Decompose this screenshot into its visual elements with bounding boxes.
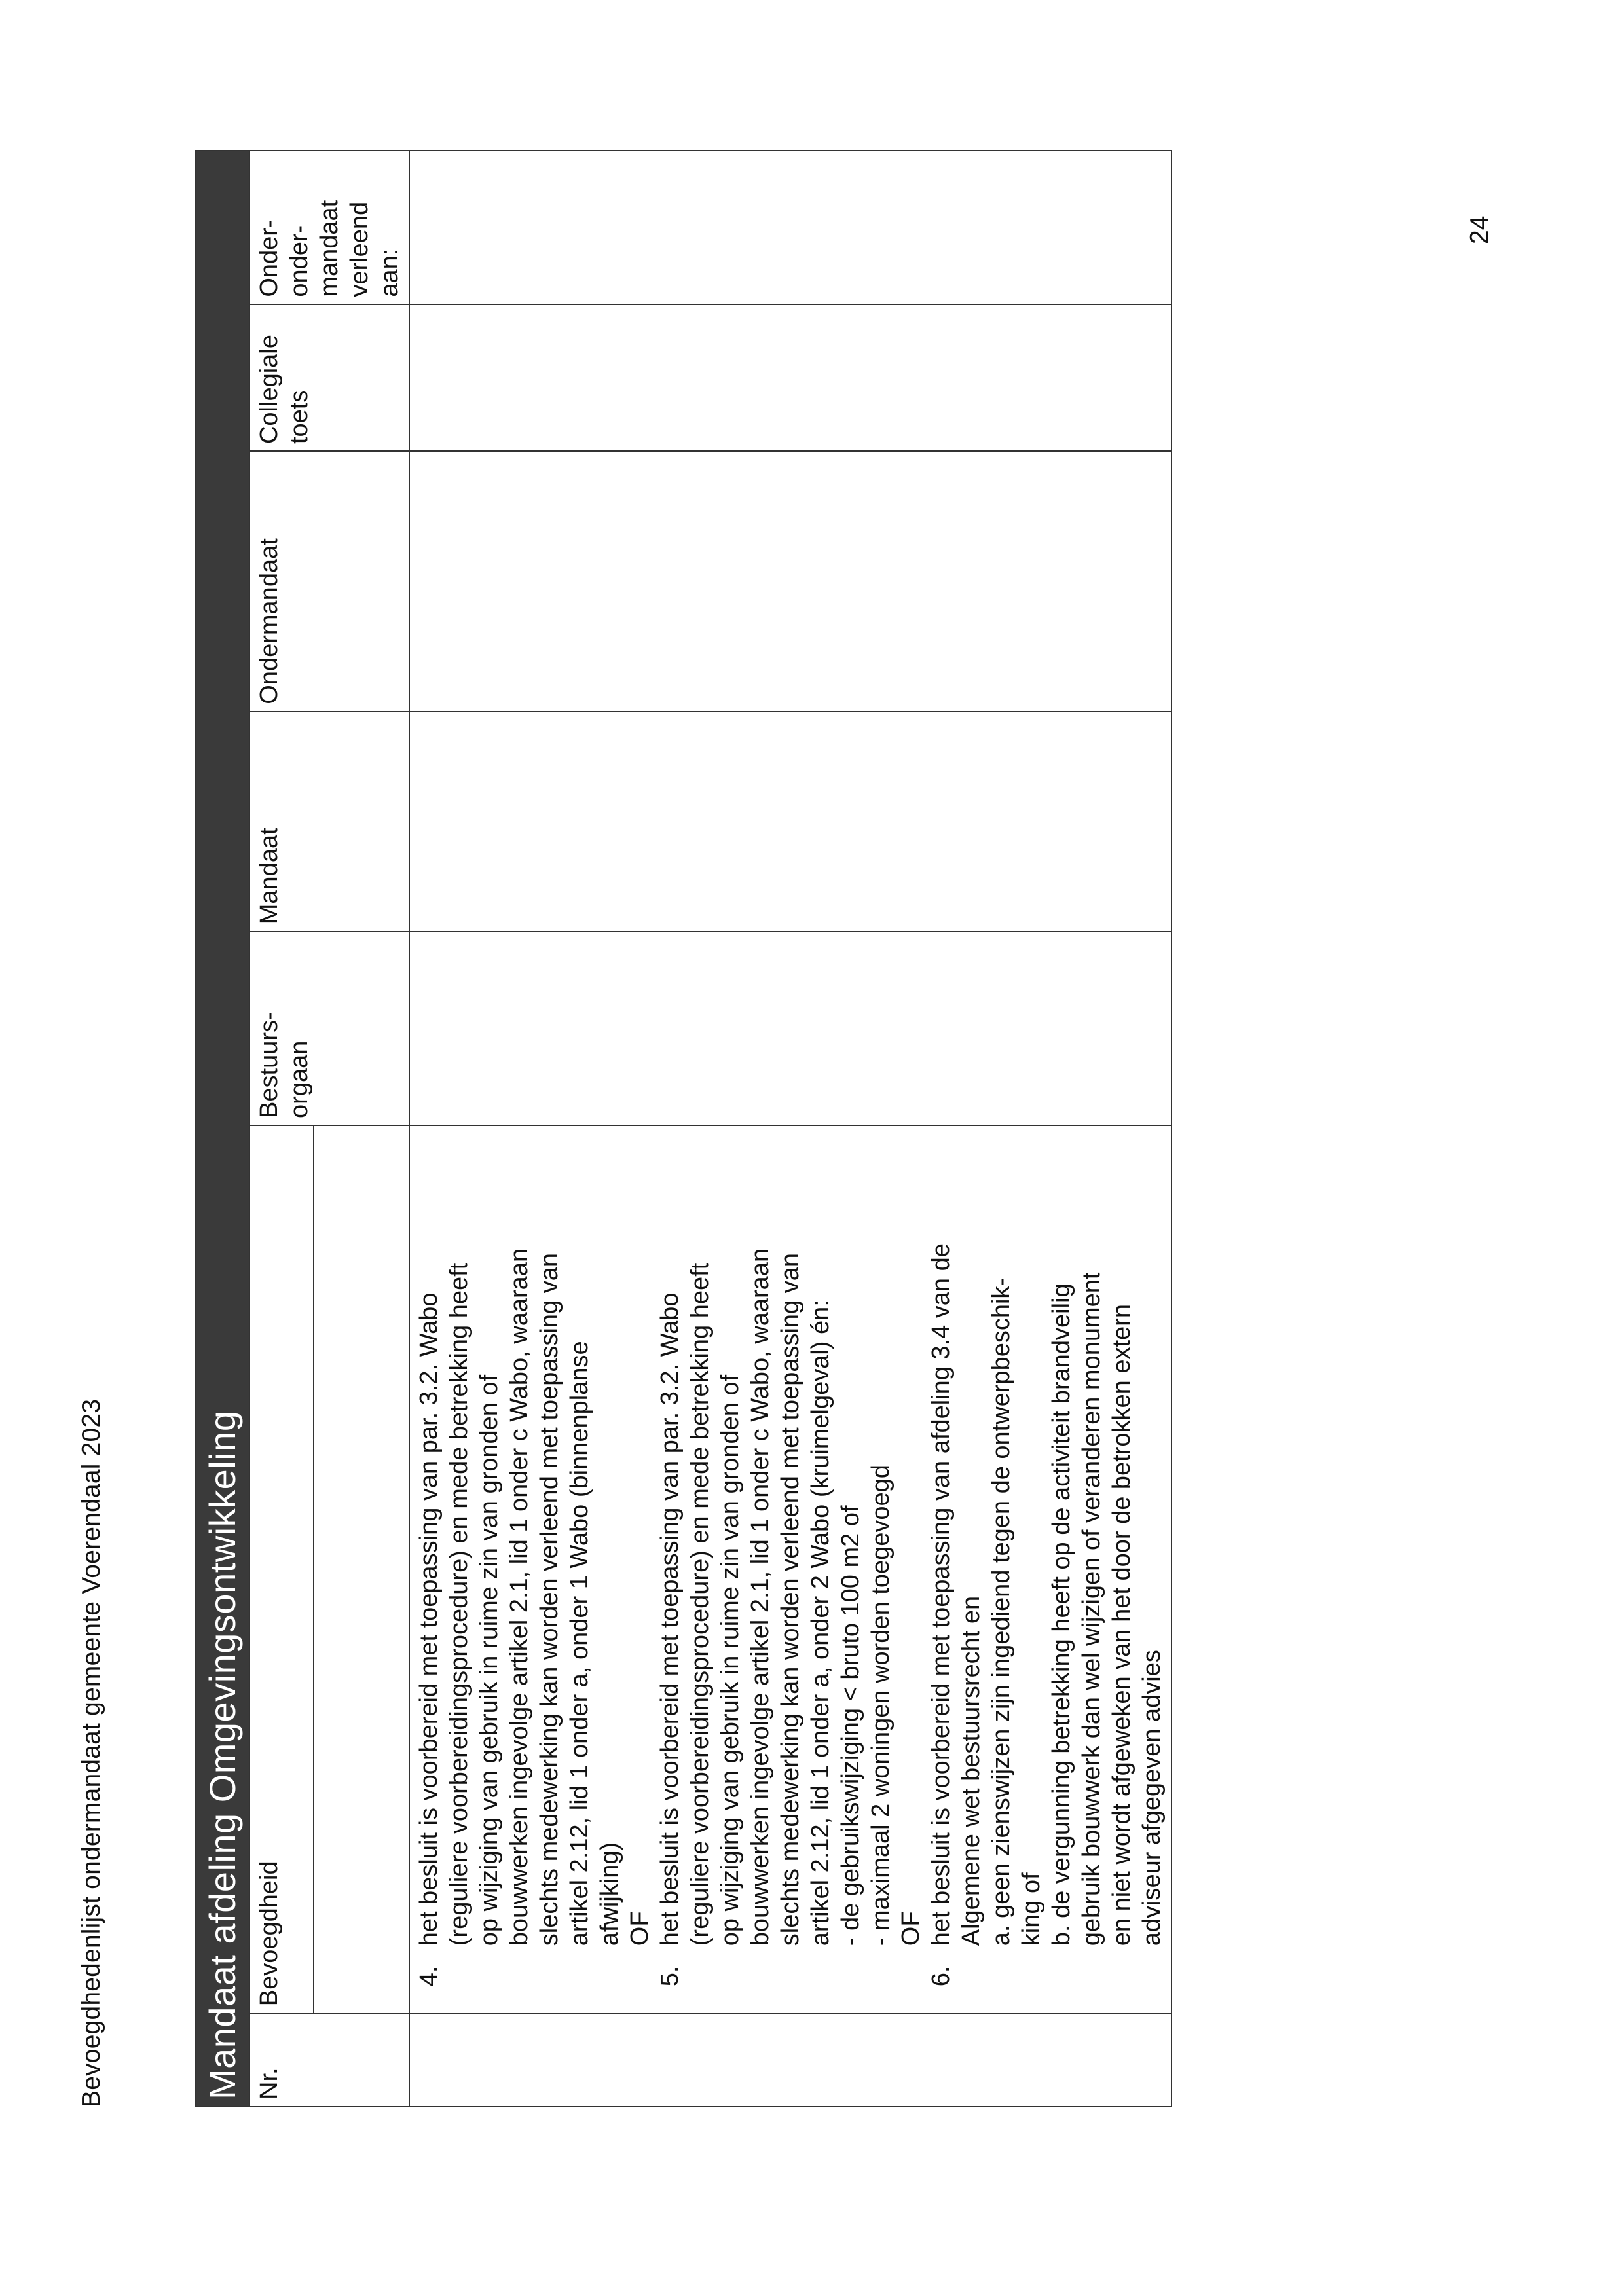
column-header-bestuursorgaan: [249, 932, 409, 1125]
cell-nr: [409, 2013, 1172, 2107]
item-line: - maximaal 2 woningen worden toegevoegd: [867, 1465, 895, 1946]
cell-bevoegdheid: [409, 1125, 1172, 2013]
cell-mandaat: [409, 712, 1172, 932]
column-header-bevoegdheid-label: Bevoegdheid: [255, 1861, 283, 2007]
item-line: artikel 2.12, lid 1 onder a, onder 1 Wabo (binnenplanse: [566, 1341, 593, 1946]
item-line: slechts medewerking kan worden verleend met toepassing van: [536, 1252, 563, 1946]
item-line: op wijziging van gebruik in ruime zin van gronden of: [716, 1374, 744, 1946]
list-item: [926, 1133, 1167, 2006]
mandate-table: [195, 150, 1172, 2107]
item-text: [926, 1133, 1167, 1946]
column-header-collegiale-toets-line: Collegiale: [255, 335, 283, 445]
item-line: Algemene wet bestuursrecht en: [957, 1595, 985, 1946]
item-line: adviseur afgegeven advies: [1138, 1650, 1166, 1946]
column-header-mandaat: Mandaat: [249, 712, 409, 932]
item-line: (reguliere voorbereidingsprocedure) en mede betrekking heeft: [445, 1262, 473, 1946]
item-text: [414, 1133, 655, 1946]
item-text: [655, 1133, 926, 1946]
cell-ondermandaat: [409, 451, 1172, 712]
running-header: Bevoegdhedenlijst ondermandaat gemeente Voerendaal 2023: [77, 1398, 105, 2107]
list-item: [655, 1133, 926, 2006]
page-number: 24: [1466, 215, 1494, 244]
item-line: slechts medewerking kan worden verleend met toepassing van: [777, 1252, 804, 1946]
column-header-collegiale-toets: [249, 304, 409, 451]
item-number: 4.: [415, 1965, 443, 1987]
column-header-collegiale-toets-line: toets: [286, 390, 313, 445]
item-line: king of: [1018, 1872, 1045, 1946]
column-header-ondermandaat: Ondermandaat: [249, 451, 409, 712]
item-number: 5.: [656, 1965, 684, 1987]
item-line: artikel 2.12, lid 1 onder a, onder 2 Wabo (kruimelgeval) én:: [807, 1300, 834, 1946]
item-line: het besluit is voorbereid met toepassing van par. 3.2. Wabo: [415, 1292, 443, 1946]
column-header-onder-ondermandaat-line: verleend aan:: [346, 201, 403, 297]
column-header-onder-ondermandaat: [249, 151, 409, 304]
list-item: [414, 1133, 655, 2006]
item-number: 6.: [927, 1965, 955, 1987]
bevoegdheid-items: [414, 1133, 1167, 2006]
cell-bestuursorgaan: [409, 932, 1172, 1125]
column-header-bestuursorgaan-line: orgaan: [286, 1040, 313, 1118]
table-header-row: [249, 151, 409, 2107]
cell-collegiale-toets: [409, 304, 1172, 451]
item-line: afwijking): [596, 1842, 623, 1946]
column-header-nr: Nr.: [249, 2013, 409, 2107]
item-line: het besluit is voorbereid met toepassing van par. 3.2. Wabo: [656, 1292, 684, 1946]
item-line: (reguliere voorbereidingsprocedure) en mede betrekking heeft: [686, 1262, 714, 1946]
column-header-bestuursorgaan-line: Bestuurs-: [255, 1011, 283, 1118]
item-line: gebruik bouwwerk dan wel wijzigen of veranderen monument: [1078, 1272, 1105, 1946]
item-line: het besluit is voorbereid met toepassing van afdeling 3.4 van de: [927, 1243, 955, 1946]
column-header-bevoegdheid: [249, 1125, 409, 2013]
item-line: OF: [897, 1911, 925, 1946]
cell-onder-ondermandaat: [409, 151, 1172, 304]
item-line: op wijziging van gebruik in ruime zin van gronden of: [475, 1374, 503, 1946]
item-line: a. geen zienswijzen zijn ingediend tegen de ontwerpbeschik-: [987, 1277, 1015, 1946]
header-sub-divider: [313, 1126, 314, 2013]
column-header-onder-ondermandaat-line: mandaat: [316, 200, 343, 297]
item-line: - de gebruikswijziging < bruto 100 m2 of: [837, 1505, 864, 1946]
item-line: b. de vergunning betrekking heeft op de activiteit brandveilig: [1048, 1283, 1075, 1946]
item-line: bouwwerken ingevolge artikel 2.1, lid 1 onder c Wabo, waaraan: [747, 1248, 774, 1946]
table-row: [409, 151, 1172, 2107]
item-line: OF: [626, 1911, 654, 1946]
column-header-onder-ondermandaat-line: Onder-onder-: [255, 219, 313, 297]
item-line: en niet wordt afgeweken van het door de betrokken extern: [1108, 1304, 1135, 1946]
table-title: Mandaat afdeling Omgevingsontwikkeling: [196, 151, 249, 2107]
item-line: bouwwerken ingevolge artikel 2.1, lid 1 onder c Wabo, waaraan: [506, 1248, 533, 1946]
